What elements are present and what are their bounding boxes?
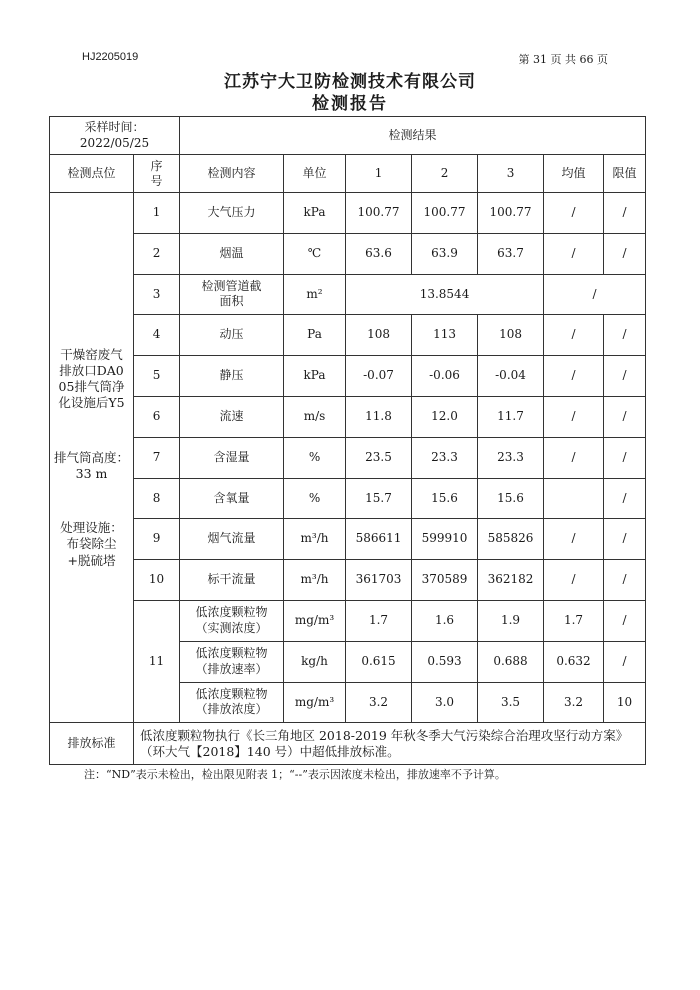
unit-cell: kPa [284,356,346,397]
sample-time-cell [50,117,180,155]
unit-cell: kg/h [284,641,346,682]
company-title: 江苏宁大卫防检测技术有限公司 [224,72,476,92]
limit-cell: / [604,560,646,601]
emission-standard-row [50,723,646,765]
avg-cell: / [544,396,604,437]
unit-cell: m³/h [284,519,346,560]
seq-cell: 4 [134,315,180,356]
table-row [50,437,646,478]
sample-date: 2022/05/25 [79,135,150,150]
value-1-cell: 108 [346,315,412,356]
avg-cell: / [544,437,604,478]
header-row-columns [50,155,646,193]
col-seq-header: 序号 [134,155,180,193]
value-3-cell: 108 [478,315,544,356]
avg-cell: / [544,193,604,234]
value-3-cell: 15.6 [478,478,544,519]
value-1-cell: 361703 [346,560,412,601]
limit-cell: / [604,396,646,437]
limit-cell: / [604,478,646,519]
report-number: HJ2205019 [82,51,139,63]
value-3-cell: 23.3 [478,437,544,478]
seq-cell: 11 [134,600,180,722]
value-1-cell: 1.7 [346,600,412,641]
unit-cell: kPa [284,193,346,234]
report-title: 检测报告 [312,94,388,114]
seq-cell: 6 [134,396,180,437]
unit-cell: mg/m³ [284,600,346,641]
seq-cell: 1 [134,193,180,234]
results-label: 检测结果 [180,117,646,155]
header-row-top [50,117,646,155]
stack-height: 排气筒高度：33 m [53,449,129,481]
col-1-header: 1 [346,155,412,193]
point-name: 干燥窑废气排放口DA005排气筒净化设施后Y5 [58,346,125,411]
value-3-cell: 63.7 [478,233,544,274]
limit-cell: / [604,641,646,682]
item-cell: 低浓度颗粒物（排放速率） [180,641,284,682]
item-cell: 含氧量 [180,478,284,519]
value-3-cell: 11.7 [478,396,544,437]
value-1-cell: -0.07 [346,356,412,397]
item-cell: 动压 [180,315,284,356]
value-2-cell: 3.0 [412,682,478,723]
treatment-facility: 处理设施：布袋除尘+脱硫塔 [60,520,123,568]
unit-cell: m² [284,274,346,315]
seq-cell: 10 [134,560,180,601]
item-cell: 烟气流量 [180,519,284,560]
value-3-cell: 0.688 [478,641,544,682]
table-row [50,233,646,274]
unit-cell: m³/h [284,560,346,601]
item-cell: 含湿量 [180,437,284,478]
item-cell: 低浓度颗粒物（实测浓度） [180,600,284,641]
value-3-cell: -0.04 [478,356,544,397]
col-item-header: 检测内容 [180,155,284,193]
item-cell: 静压 [180,356,284,397]
value-2-cell: 23.3 [412,437,478,478]
avg-cell: / [544,519,604,560]
standard-text: 低浓度颗粒物执行《长三角地区 2018-2019 年秋冬季大气污染综合治理攻坚行动方案》（环大气【2018】140 号）中超低排放标准。 [134,723,646,765]
avg-cell: 0.632 [544,641,604,682]
col-unit-header: 单位 [284,155,346,193]
table-row [50,274,646,315]
item-cell: 大气压力 [180,193,284,234]
value-2-cell: 12.0 [412,396,478,437]
table-row [50,193,646,234]
value-3-cell: 100.77 [478,193,544,234]
value-3-cell: 362182 [478,560,544,601]
col-avg-header: 均值 [544,155,604,193]
value-2-cell: 100.77 [412,193,478,234]
seq-cell: 9 [134,519,180,560]
item-cell: 烟温 [180,233,284,274]
limit-cell: / [604,437,646,478]
table-row [50,560,646,601]
value-1-cell: 11.8 [346,396,412,437]
avg-cell: 1.7 [544,600,604,641]
unit-cell: % [284,437,346,478]
limit-cell: / [604,193,646,234]
limit-cell: / [544,274,646,315]
table-row [50,396,646,437]
seq-cell: 3 [134,274,180,315]
standard-label: 排放标准 [50,723,134,765]
footnote: 注：“ND”表示未检出，检出限见附表 1；“--”表示因浓度未检出，排放速率不予计算。 [84,768,506,781]
value-2-cell: 0.593 [412,641,478,682]
limit-cell: / [604,519,646,560]
limit-cell: / [604,233,646,274]
limit-cell: / [604,315,646,356]
col-2-header: 2 [412,155,478,193]
value-2-cell: 599910 [412,519,478,560]
unit-cell: ℃ [284,233,346,274]
value-2-cell: 63.9 [412,233,478,274]
page-number: 第 31 页 共 66 页 [518,53,608,66]
avg-cell: / [544,356,604,397]
value-2-cell: 15.6 [412,478,478,519]
value-2-cell: 113 [412,315,478,356]
col-point-header: 检测点位 [50,155,134,193]
value-1-cell: 15.7 [346,478,412,519]
table-row [50,315,646,356]
sample-time-label: 采样时间： [84,119,145,134]
value-1-cell: 0.615 [346,641,412,682]
unit-cell: mg/m³ [284,682,346,723]
item-cell: 标干流量 [180,560,284,601]
item-cell: 流速 [180,396,284,437]
avg-cell: / [544,233,604,274]
limit-cell: / [604,356,646,397]
item-cell: 低浓度颗粒物（排放浓度） [180,682,284,723]
value-1-cell: 3.2 [346,682,412,723]
seq-cell: 5 [134,356,180,397]
seq-cell: 7 [134,437,180,478]
avg-cell: / [544,315,604,356]
unit-cell: % [284,478,346,519]
limit-cell: / [604,600,646,641]
col-limit-header: 限值 [604,155,646,193]
merged-value-cell: 13.8544 [346,274,544,315]
unit-cell: m/s [284,396,346,437]
item-cell: 检测管道截面积 [180,274,284,315]
avg-cell: 3.2 [544,682,604,723]
value-1-cell: 63.6 [346,233,412,274]
avg-cell [544,478,604,519]
avg-cell: / [544,560,604,601]
unit-cell: Pa [284,315,346,356]
value-3-cell: 3.5 [478,682,544,723]
table-row [50,519,646,560]
table-row [50,478,646,519]
table-row [50,356,646,397]
table-row [50,600,646,641]
value-2-cell: 370589 [412,560,478,601]
limit-cell: 10 [604,682,646,723]
value-2-cell: -0.06 [412,356,478,397]
point-info-cell [50,193,134,723]
results-table [49,116,646,765]
seq-cell: 8 [134,478,180,519]
value-1-cell: 23.5 [346,437,412,478]
value-1-cell: 586611 [346,519,412,560]
value-1-cell: 100.77 [346,193,412,234]
value-3-cell: 1.9 [478,600,544,641]
col-3-header: 3 [478,155,544,193]
seq-cell: 2 [134,233,180,274]
value-3-cell: 585826 [478,519,544,560]
value-2-cell: 1.6 [412,600,478,641]
